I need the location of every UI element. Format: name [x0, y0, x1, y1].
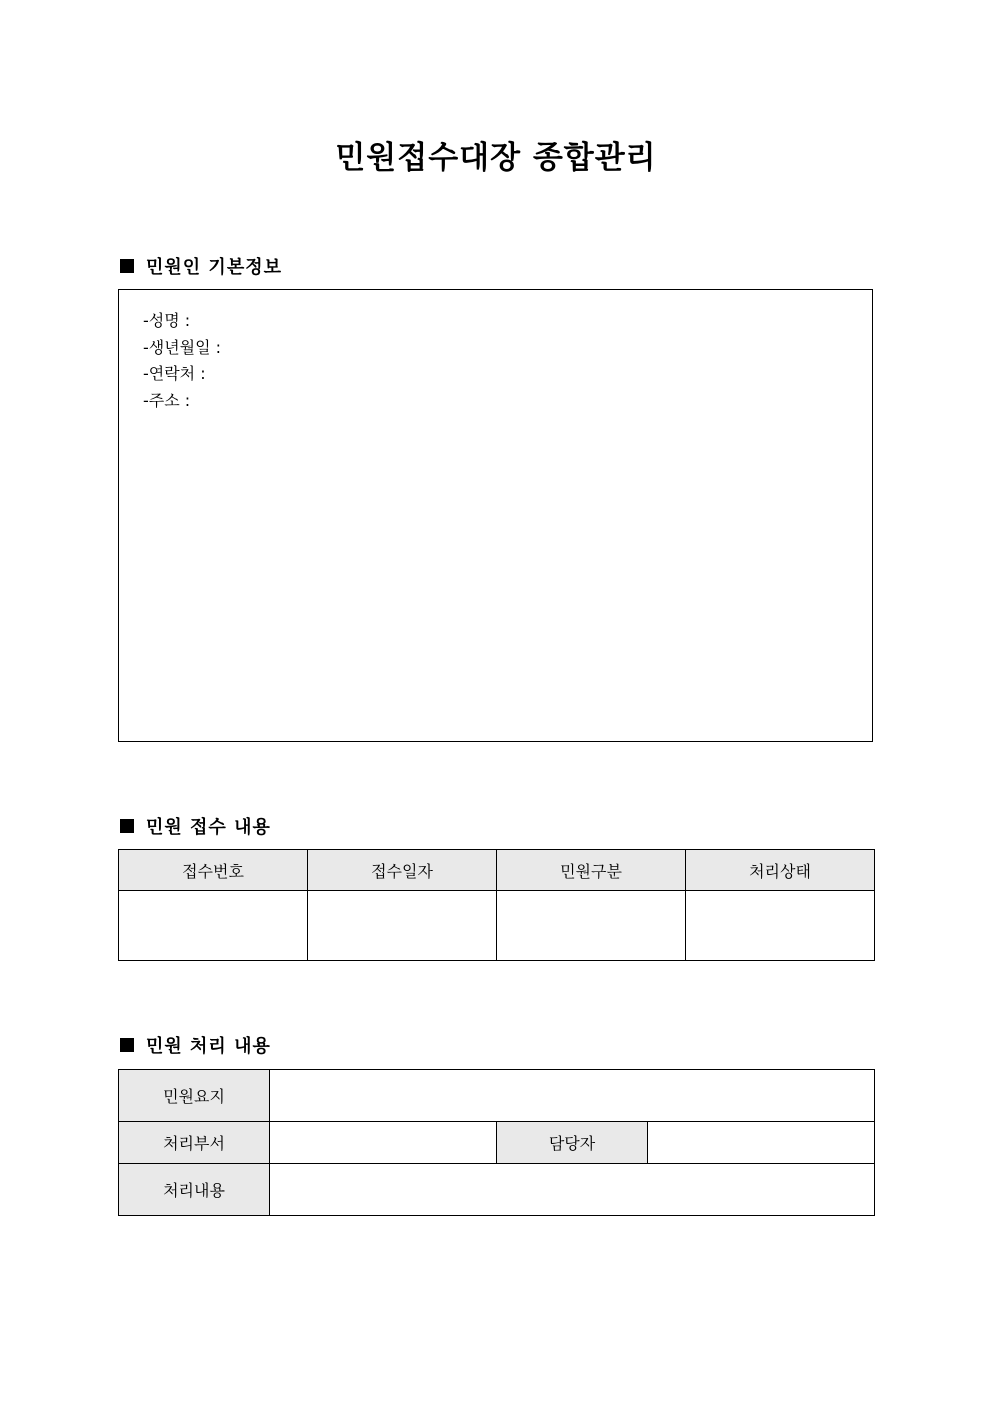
- square-bullet-icon: [120, 819, 134, 833]
- receipt-table: [118, 849, 875, 961]
- content-value-cell[interactable]: [270, 1164, 875, 1216]
- column-header-receipt-number: 접수번호: [119, 850, 308, 891]
- summary-value-cell[interactable]: [270, 1070, 875, 1122]
- section-heading-receipt: [118, 813, 271, 839]
- column-header-complaint-type: 민원구분: [497, 850, 686, 891]
- department-row: [119, 1122, 875, 1164]
- section-heading-applicant-info: [118, 253, 282, 279]
- table-row: [119, 891, 875, 961]
- section-heading-label: 민원 접수 내용: [146, 817, 271, 838]
- square-bullet-icon: [120, 259, 134, 273]
- manager-label: 담당자: [497, 1122, 648, 1164]
- name-line: -성명 :: [143, 311, 191, 330]
- address-line: -주소 :: [143, 390, 191, 410]
- processing-table: [118, 1069, 875, 1216]
- section-heading-label: 민원 처리 내용: [146, 1036, 271, 1057]
- column-header-receipt-date: 접수일자: [308, 850, 497, 891]
- column-header-status: 처리상태: [686, 850, 875, 891]
- department-label: 처리부서: [119, 1122, 270, 1164]
- content-label: 처리내용: [119, 1164, 270, 1216]
- page-title: 민원접수대장 종합관리: [335, 140, 657, 176]
- table-header-row: [119, 850, 875, 891]
- complaint-type-cell[interactable]: [497, 891, 686, 961]
- receipt-number-cell[interactable]: [119, 891, 308, 961]
- section-heading-label: 민원인 기본정보: [146, 257, 282, 278]
- section-heading-processing: [118, 1032, 271, 1058]
- manager-value-cell[interactable]: [648, 1122, 875, 1164]
- status-cell[interactable]: [686, 891, 875, 961]
- summary-label: 민원요지: [119, 1070, 270, 1122]
- department-value-cell[interactable]: [270, 1122, 497, 1164]
- square-bullet-icon: [120, 1038, 134, 1052]
- birthdate-line: -생년월일 :: [143, 337, 222, 357]
- contact-line: -연락처 :: [143, 364, 206, 383]
- content-row: [119, 1164, 875, 1216]
- receipt-date-cell[interactable]: [308, 891, 497, 961]
- summary-row: [119, 1070, 875, 1122]
- applicant-info-box[interactable]: [118, 289, 873, 742]
